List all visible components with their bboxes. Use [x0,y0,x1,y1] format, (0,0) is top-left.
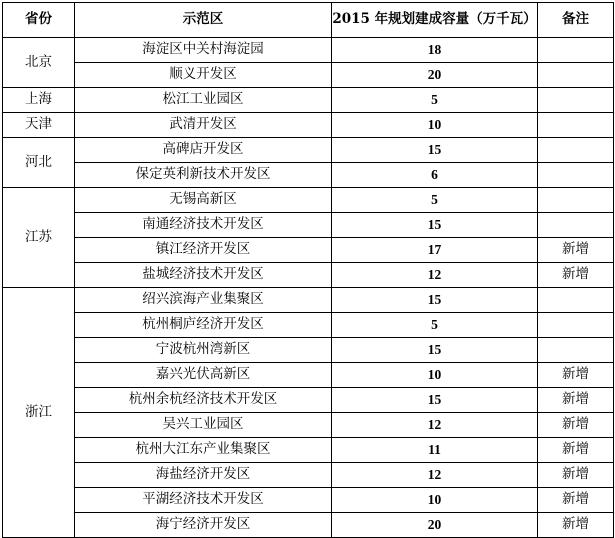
zone-cell: 保定英利新技术开发区 [75,163,332,188]
remark-cell [538,163,614,188]
zone-cell: 顺义开发区 [75,63,332,88]
province-cell: 天津 [3,113,75,138]
header-province: 省份 [3,3,75,38]
remark-cell [538,338,614,363]
zone-cell: 宁波杭州湾新区 [75,338,332,363]
table-row [3,238,614,263]
capacity-cell: 15 [332,288,538,313]
capacity-cell: 18 [332,38,538,63]
capacity-cell: 10 [332,488,538,513]
zone-cell: 海宁经济开发区 [75,513,332,538]
remark-cell: 新增 [538,238,614,263]
province-cell: 河北 [3,138,75,188]
capacity-cell: 6 [332,163,538,188]
capacity-cell: 17 [332,238,538,263]
table-row [3,263,614,288]
table-row [3,513,614,538]
table-row [3,463,614,488]
zone-cell: 松江工业园区 [75,88,332,113]
table-row [3,38,614,63]
capacity-cell: 15 [332,338,538,363]
remark-cell: 新增 [538,263,614,288]
table-row [3,488,614,513]
header-remark: 备注 [538,3,614,38]
table-row [3,288,614,313]
remark-cell [538,213,614,238]
remark-cell [538,88,614,113]
table-row [3,388,614,413]
table-row [3,113,614,138]
capacity-cell: 5 [332,188,538,213]
zone-cell: 高碑店开发区 [75,138,332,163]
remark-cell: 新增 [538,363,614,388]
capacity-cell: 11 [332,438,538,463]
zone-cell: 杭州大江东产业集聚区 [75,438,332,463]
table-row [3,363,614,388]
table-row [3,88,614,113]
table-row [3,413,614,438]
capacity-cell: 12 [332,263,538,288]
header-zone: 示范区 [75,3,332,38]
remark-cell: 新增 [538,438,614,463]
province-cell: 江苏 [3,188,75,288]
zone-cell: 海淀区中关村海淀园 [75,38,332,63]
zone-cell: 镇江经济开发区 [75,238,332,263]
remark-cell: 新增 [538,488,614,513]
remark-cell: 新增 [538,388,614,413]
table-row [3,438,614,463]
capacity-cell: 15 [332,388,538,413]
remark-cell [538,38,614,63]
zone-cell: 海盐经济开发区 [75,463,332,488]
table-body [3,38,614,538]
capacity-cell: 10 [332,363,538,388]
zone-cell: 吴兴工业园区 [75,413,332,438]
zone-cell: 无锡高新区 [75,188,332,213]
capacity-cell: 20 [332,513,538,538]
capacity-cell: 12 [332,463,538,488]
remark-cell [538,313,614,338]
remark-cell: 新增 [538,413,614,438]
zone-cell: 武清开发区 [75,113,332,138]
table-row [3,313,614,338]
zone-cell: 南通经济技术开发区 [75,213,332,238]
capacity-cell: 20 [332,63,538,88]
demo-zone-table [2,2,614,538]
header-row [3,3,614,38]
remark-cell [538,113,614,138]
capacity-cell: 15 [332,213,538,238]
capacity-cell: 12 [332,413,538,438]
table-row [3,338,614,363]
table-row [3,188,614,213]
table-row [3,138,614,163]
capacity-cell: 5 [332,88,538,113]
remark-cell [538,63,614,88]
zone-cell: 盐城经济技术开发区 [75,263,332,288]
table-row [3,63,614,88]
province-cell: 上海 [3,88,75,113]
zone-cell: 杭州桐庐经济开发区 [75,313,332,338]
capacity-cell: 10 [332,113,538,138]
table-row [3,163,614,188]
header-capacity: 2015 年规划建成容量（万千瓦） [332,3,538,38]
capacity-cell: 5 [332,313,538,338]
province-cell: 浙江 [3,288,75,538]
zone-cell: 平湖经济技术开发区 [75,488,332,513]
remark-cell: 新增 [538,463,614,488]
zone-cell: 绍兴滨海产业集聚区 [75,288,332,313]
remark-cell [538,288,614,313]
capacity-cell: 15 [332,138,538,163]
table-row [3,213,614,238]
zone-cell: 嘉兴光伏高新区 [75,363,332,388]
province-cell: 北京 [3,38,75,88]
remark-cell [538,138,614,163]
zone-cell: 杭州余杭经济技术开发区 [75,388,332,413]
remark-cell: 新增 [538,513,614,538]
remark-cell [538,188,614,213]
